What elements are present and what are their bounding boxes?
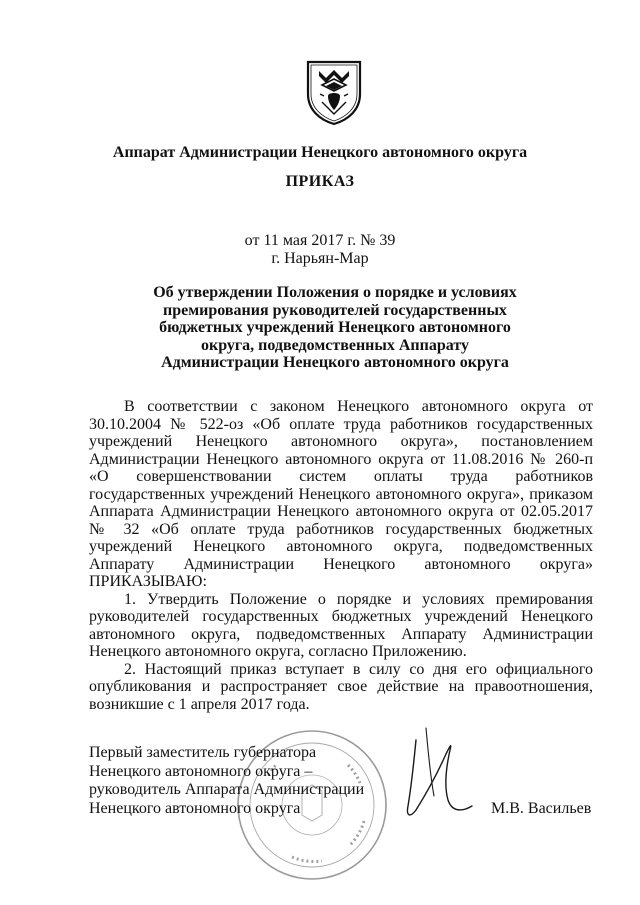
position-line: руководитель Аппарата Администрации (89, 781, 365, 798)
position-line: Ненецкого автономного округа – (89, 762, 313, 780)
organization-name: Аппарат Администрации Ненецкого автономного округа (112, 144, 528, 161)
date-number: от 11 мая 2017 г. № 39 (244, 232, 396, 249)
body-item-2: 2. Настоящий приказ вступает в силу со дня его официального опубликования и распространяет свое действие на правоотношения, возникшие с 1 апреля 2017 года. (89, 660, 593, 713)
document-body (89, 398, 593, 713)
signatory-name: М.В. Васильев (491, 800, 592, 817)
document-subject (100, 284, 570, 372)
subject-line: бюджетных учреждений Ненецкого автономного (159, 319, 511, 336)
body-intro-paragraph: В соответствии с законом Ненецкого автономного округа от 30.10.2004 № 522-оз «Об оплате труда работников государственных учреждений Ненецкого автономного округа», постановлением Администрации Ненецкого автономного округа от 11.08.2016 № 260-п «О совершенствовании систем оплаты труда работников государственных учреждений Ненецкого автономного округа», приказом Аппарата Администрации Ненецкого автономного округа от 02.05.2017 № 32 «Об оплате труда работников государственных бюджетных учреждений Ненецкого автономного округа, подведомственных Аппарату Администрации Ненецкого автономного округа» ПРИКАЗЫВАЮ: (89, 398, 593, 590)
subject-line: Администрации Ненецкого автономного округа (161, 354, 509, 371)
document-type: ПРИКАЗ (285, 173, 355, 190)
subject-line: премирования руководителей государственных (163, 301, 507, 319)
coat-of-arms-icon (304, 58, 364, 126)
handwritten-signature (386, 720, 496, 830)
position-line: Ненецкого автономного округа (89, 799, 301, 817)
position-line: Первый заместитель губернатора (89, 744, 317, 761)
subject-line: Об утверждении Положения о порядке и условиях (153, 284, 517, 301)
city: г. Нарьян-Мар (271, 250, 369, 267)
signatory-position (89, 744, 364, 818)
subject-line: округа, подведомственных Аппарату (201, 336, 469, 354)
body-item-1: 1. Утвердить Положение о порядке и условиях премирования руководителей государственных бюджетных учреждений Ненецкого автономного округа, подведомственных Аппарату Администрации Ненецкого автономного округа, согласно Приложению. (89, 590, 593, 660)
